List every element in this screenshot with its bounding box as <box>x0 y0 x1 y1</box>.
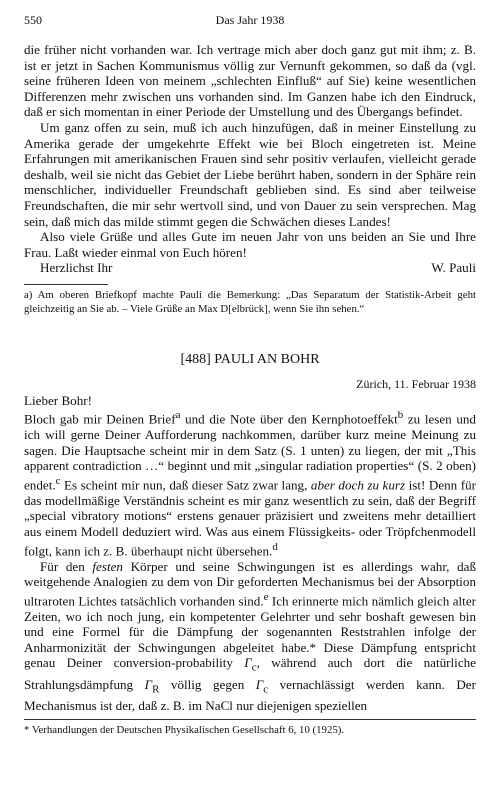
letter-paragraph-1-part-5: ist! Denn für das modellmäßige Verständnis scheint es mir ganz wesentlich zu sein, daß der Begriff „special vibratory motions“ erstens genauer präzisiert und zweitens mehr detailliert aus einem Modell deduziert wird. Was aus einem Flüssigkeits- oder Tröpfchenmodell folgt, kann ich z. B. überhaupt nicht übersehen. <box>24 477 476 558</box>
previous-letter-paragraph-1: die früher nicht vorhanden war. Ich vertrage mich aber doch ganz gut mit ihm; z. B. ist er jetzt in Sachen Kommunismus völlig zur Vernunft gekommen, so daß da (vgl. seine früheren Ideen von meinem „schlechten Einfluß“ auf Sie) keine wesentlichen Differenzen mehr zwischen uns vorhanden sind. Im Ganzen habe ich den Eindruck, daß er sich momentan in einer Periode der Umstellung und des Übergangs befindet. <box>24 42 476 120</box>
letter-date: Zürich, 11. Februar 1938 <box>356 376 476 391</box>
letter-paragraph-1-part-4: Es scheint mir nun, daß dieser Satz zwar lang, <box>60 477 311 493</box>
footnote-marker-e: e <box>263 590 269 603</box>
letter-paragraph-2-part-5: , während auch dort die natürliche Strahlungsdämpfung <box>24 655 476 692</box>
letter-paragraph-1 <box>24 408 476 558</box>
letter-paragraph-2-italic: festen <box>92 558 123 574</box>
footnote-marker-star: * <box>309 639 317 655</box>
running-head <box>24 12 476 28</box>
letter-paragraph-2-part-6: völlig gegen <box>159 676 256 692</box>
letter-paragraph-2 <box>24 559 476 714</box>
footnote-marker-c: c <box>55 474 61 487</box>
gamma-symbol-1: Γ <box>244 655 252 671</box>
previous-letter-paragraph-2: Um ganz offen zu sein, muß ich auch hinzufügen, daß in meiner Einstellung zu Amerika gerade der umgekehrte Effekt wie bei Bloch eingetreten ist. Meine Erfahrungen mit amerikanischen Frauen sind sehr positiv verlaufen, vielleicht gerade deshalb, weil sie nicht das Gebiet der Liebe berührt haben, sondern in der Sphäre rein menschlicher, individueller Freundschaft geblieben sind. Es sind aber teilweise Freundschaften, die mir sehr wertvoll sind, und von Dauer zu sein versprechen. Mag sein, daß mich das milde stimmt gegen die Schwächen dieses Landes! <box>24 119 476 229</box>
gamma-subscript-2: R <box>152 683 160 696</box>
footnote-marker-a: a <box>175 409 181 422</box>
gamma-symbol-2: Γ <box>144 676 153 692</box>
editorial-footnote: a) Am oberen Briefkopf machte Pauli die Bemerkung: „Das Separatum der Statistik-Arbeit geht gleichzeitig an Sie ab. – Viele Grüße an Max D[elbrück], wenn Sie ihn sehen.“ <box>24 288 476 315</box>
letter-paragraph-2-part-7: vernachlässigt werden kann. Der Mechanismus ist der, daß z. B. im NaCl nur diejenigen speziellen <box>24 676 476 713</box>
gamma-symbol-3: Γ <box>255 676 264 692</box>
letter-paragraph-1-part-1: Bloch gab mir Deinen Brief <box>24 411 176 427</box>
bottom-footnote-rule <box>24 719 476 720</box>
page-number: 550 <box>24 13 42 27</box>
book-page <box>24 12 476 791</box>
footnote-marker-d: d <box>272 540 278 553</box>
letter-paragraph-1-italic: aber doch zu kurz <box>310 477 406 493</box>
letter-paragraph-2-part-3: Ich erinnerte mich nämlich gleich alter Zeiten, wo ich noch jung, ein kompetenter Gelehrter und sehr boshaft gewesen bin und eine Formel für die Dämpfung der sogenannten Reststrahlen infolge der Anharmonizität der Schwingungen abgeleitet habe. <box>24 593 476 655</box>
closing-text: Herzlichst Ihr <box>40 260 113 276</box>
bottom-footnote: * Verhandlungen der Deutschen Physikalischen Gesellschaft 6, 10 (1925). <box>24 724 345 737</box>
letter-paragraph-2-part-4: Diese Dämpfung entspricht genau Deiner conversion-probability <box>24 639 476 671</box>
signature-text: W. Pauli <box>431 260 476 276</box>
previous-letter-paragraph-3: Also viele Grüße und alles Gute im neuen Jahr von uns beiden an Sie und Ihre Frau. Laßt wieder einmal von Euch hören! <box>24 229 476 260</box>
footnote-divider <box>24 284 108 285</box>
letter-paragraph-2-part-1: Für den <box>40 558 93 574</box>
salutation: Lieber Bohr! <box>24 392 92 408</box>
running-title: Das Jahr 1938 <box>215 13 285 27</box>
letter-heading: [488] PAULI AN BOHR <box>180 351 320 367</box>
letter-paragraph-1-part-2: und die Note über den Kernphotoeffekt <box>180 411 398 427</box>
letter-paragraph-1-part-3: zu lesen und ich will gerne Deiner Aufforderung nachkommen, darüber kurz meine Meinung zu sagen. Die Hauptsache scheint mir in dem Satz (S. 1 unten) zu liegen, der mit „This apparent contradiction …“ beginnt und mit „singular radiation properties“ (S. 2 oben) endet. <box>24 411 476 493</box>
gamma-subscript-1: c <box>251 662 257 675</box>
gamma-subscript-3: c <box>263 683 269 696</box>
letter-paragraph-2-part-2: Körper und seine Schwingungen ist es allerdings wahr, daß weitgehende Analogien zu dem von Dir geforderten Mechanismus bei der Absorption ultraroten Lichtes tatsächlich vorhanden sind. <box>24 558 476 609</box>
footnote-marker-b: b <box>397 409 404 422</box>
signoff <box>24 260 476 276</box>
